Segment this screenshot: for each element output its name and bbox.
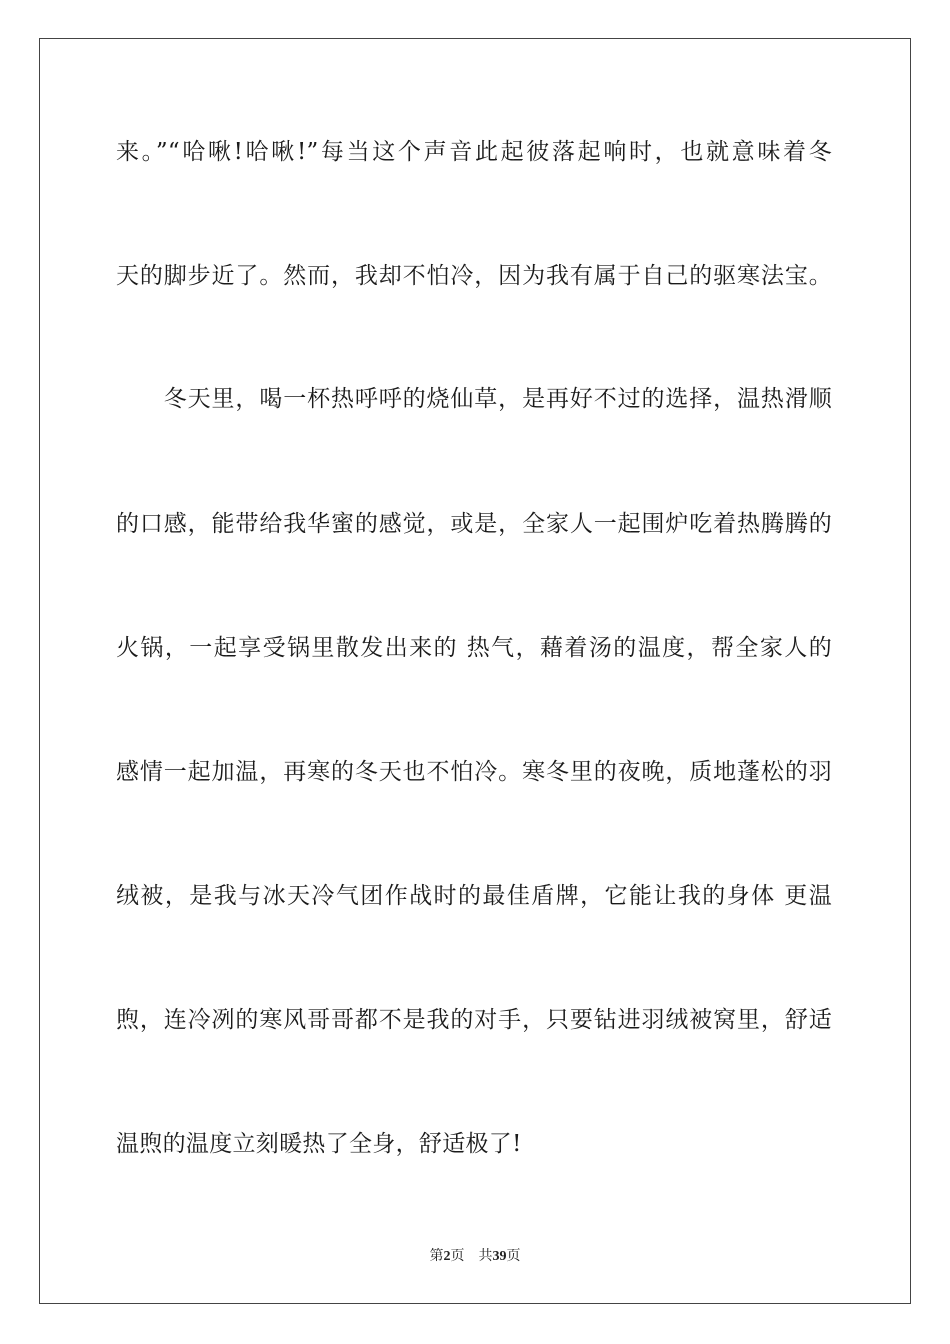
text-line-7: 绒被，是我与冰天冷气团作战时的最佳盾牌，它能让我的身体 更温 [116,883,832,909]
page-border [39,38,911,1304]
text-line-4: 的口感，能带给我华蜜的感觉，或是，全家人一起围炉吃着热腾腾的 [116,511,832,537]
footer-total-pages: 39 [492,1249,507,1264]
footer-total-prefix: 共 [478,1248,493,1264]
footer-page-suffix: 页 [450,1248,465,1264]
page-footer [0,1246,950,1267]
text-line-5: 火锅，一起享受锅里散发出来的 热气，藉着汤的温度，帮全家人的 [116,635,832,661]
text-line-8: 煦，连冷冽的寒风哥哥都不是我的对手，只要钻进羽绒被窝里，舒适 [116,1007,832,1033]
footer-page-prefix: 第 [429,1248,444,1264]
footer-page-number: 2 [443,1249,451,1264]
text-line-6: 感情一起加温，再寒的冬天也不怕冷。寒冬里的夜晚，质地蓬松的羽 [116,759,832,785]
footer-total-suffix: 页 [506,1248,521,1264]
text-line-1: 来。”“哈啾!哈啾!”每当这个声音此起彼落起响时，也就意味着冬 [116,139,832,165]
text-line-3: 冬天里，喝一杯热呼呼的烧仙草，是再好不过的选择，温热滑顺 [116,386,832,412]
text-line-9: 温煦的温度立刻暖热了全身，舒适极了! [116,1131,522,1157]
text-line-2: 天的脚步近了。然而，我却不怕冷，因为我有属于自己的驱寒法宝。 [116,263,832,289]
